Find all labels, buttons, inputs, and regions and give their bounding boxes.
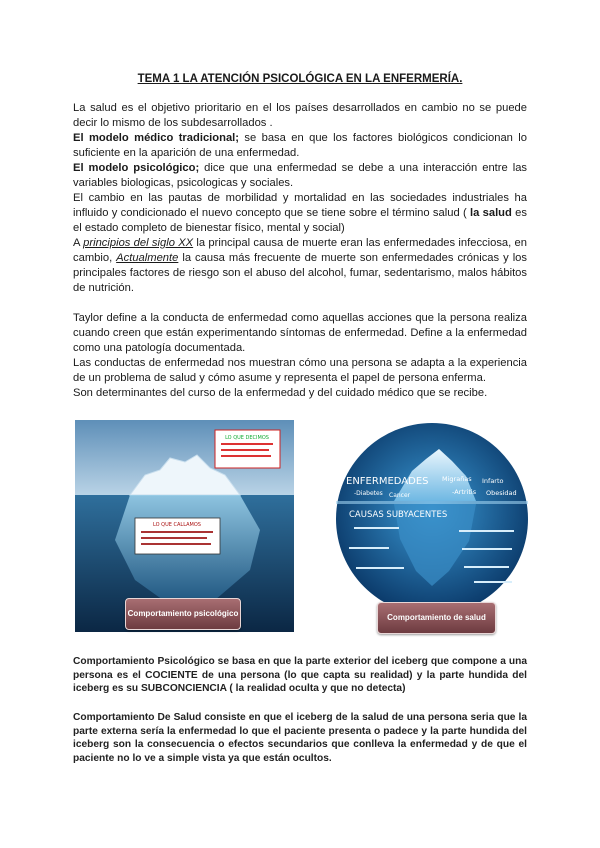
paragraph [73,191,527,236]
paragraph [73,161,527,191]
summary-psychological: Comportamiento Psicológico se basa en que la parte exterior del iceberg que compone a una persona es el COCIENTE de una persona (lo que capta su realidad) y la parte hundida del iceberg es su SUBCONCIENCIA ( la realidad oculta y que no detecta) [73,656,527,695]
iceberg-box-top-label: LO QUE DECIMOS [225,435,269,441]
bold-term: El modelo psicológico; [73,162,200,174]
caption-health-behavior: Comportamiento de salud [377,602,496,634]
caption-psychological-behavior: Comportamiento psicológico [125,598,241,630]
label-infarto: Infarto [482,477,504,485]
label-migranas: Migrañas [442,475,472,483]
paragraph: La salud es el objetivo prioritario en el los países desarrollados en cambio no se puede decir lo mismo de los subdesarrollados . [73,102,527,129]
document-title: TEMA 1 LA ATENCIÓN PSICOLÓGICA EN LA ENFERMERÍA. [137,73,463,85]
emphasis: principios del siglo XX [83,237,194,249]
label-diabetes: -Diabetes [354,490,383,497]
text: la causa más frecuente de muerte son enfermedades crónicas y los principales factores de riesgo son el abuso del alcohol, fumar, sedentarismo, malos hábitos de nutrición. [73,252,527,294]
text: es el estado completo de bienestar físico, mental y social) [73,207,527,234]
paragraph: Las conductas de enfermedad nos muestran cómo una persona se adapta a la experiencia de un problema de salud y cómo asume y representa el papel de persona enferma. [73,357,527,384]
text: dice que una enfermedad se debe a una interacción entre las variables biologicas, psicologicas y sociales. [73,162,528,189]
iceberg-box-bottom-label: LO QUE CALLAMOS [153,522,201,528]
label-obesidad: Obesidad [486,489,517,497]
label-causas-subyacentes: CAUSAS SUBYACENTES [349,510,448,520]
emphasis: Actualmente [116,252,179,264]
text: se basa en que los factores biológicos condicionan lo suficiente en la aparición de una enfermedad. [73,132,527,159]
text: El cambio en las pautas de morbilidad y mortalidad en las sociedades industriales ha influido y condicionado el nuevo concepto que se tiene sobre el término salud ( [73,192,527,219]
bold-term: El modelo médico tradicional; [73,132,239,144]
label-cancer: Cancer [389,492,411,499]
bold-term: la salud [470,207,512,219]
paragraph: Taylor define a la conducta de enfermedad como aquellas acciones que la persona realiza cuando creen que están experimentando síntomas de enfermedad. Define a la enfermedad como una patología documentada. [73,312,527,354]
summary-health: Comportamiento De Salud consiste en que el iceberg de la salud de una persona seria que la parte externa sería la enfermedad lo que el paciente presenta o padece y la parte hundida del iceberg son la consecuencia o efectos secundarios que conlleva la enfermedad y de que el paciente no lo ve a simple vista ya que están ocultos. [73,712,527,764]
paragraph [73,131,527,161]
label-artritis: -Artritis [452,488,477,496]
text: la principal causa de muerte eran las enfermedades infecciosa, en cambio, [73,237,527,264]
body-text [73,101,527,401]
text: A [73,237,84,249]
paragraph: Son determinantes del curso de la enfermedad y del cuidado médico que se recibe. [73,387,488,399]
label-enfermedades: ENFERMEDADES [346,476,429,487]
paragraph [73,236,527,296]
